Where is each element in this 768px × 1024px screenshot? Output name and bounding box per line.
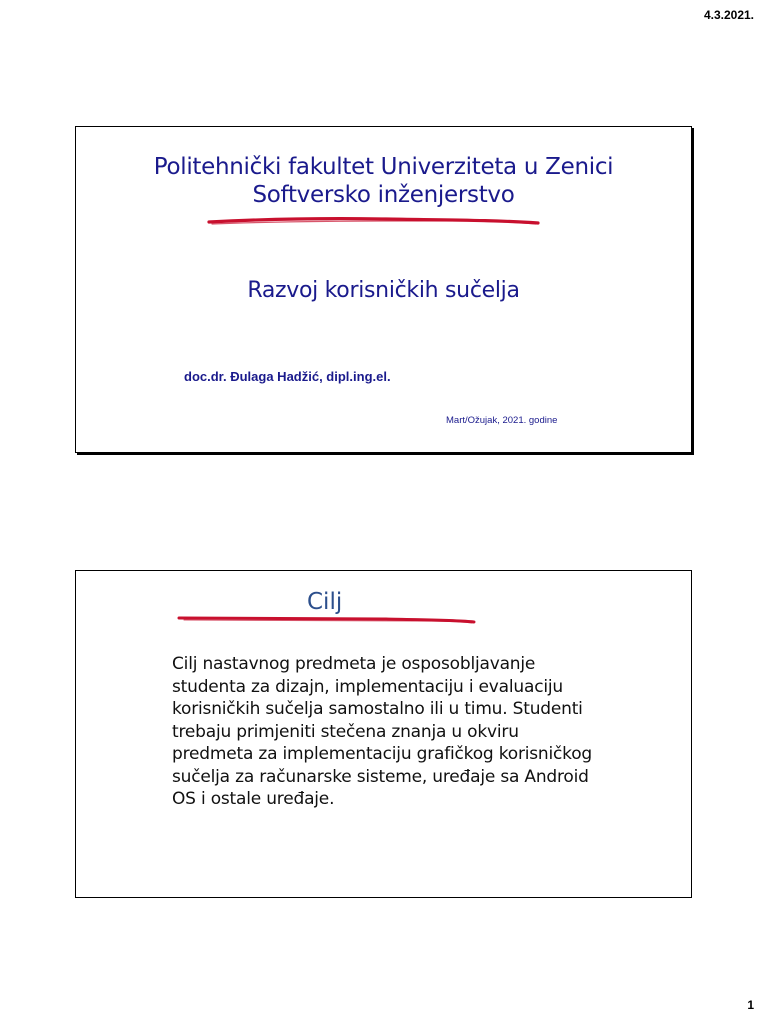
cilj-title: Cilj <box>307 589 343 615</box>
header-date: 4.3.2021. <box>703 8 754 22</box>
slide-date: Mart/Ožujak, 2021. godine <box>446 415 558 426</box>
cilj-slide <box>75 570 692 898</box>
cilj-body-text: Cilj nastavnog predmeta je osposobljavanje studenta za dizajn, implementaciju i evaluaciju korisničkih sučelja samostalno ili u timu. Studenti trebaju primjeniti stečena znanja u okviru predmeta za implementaciju grafičkog korisničkog sučelja za računarske sisteme, uređaje sa Android OS i ostale uređaje. <box>172 654 592 809</box>
title-underline <box>206 213 542 229</box>
author-name: doc.dr. Đulaga Hadžić, dipl.ing.el. <box>184 369 391 384</box>
program-title: Softversko inženjerstvo <box>252 182 515 208</box>
title-slide <box>75 126 692 453</box>
page-number: 1 <box>747 998 754 1012</box>
cilj-underline <box>176 613 478 627</box>
faculty-title: Politehnički fakultet Univerziteta u Zenici <box>153 154 614 180</box>
course-title: Razvoj korisničkih sučelja <box>247 278 520 303</box>
